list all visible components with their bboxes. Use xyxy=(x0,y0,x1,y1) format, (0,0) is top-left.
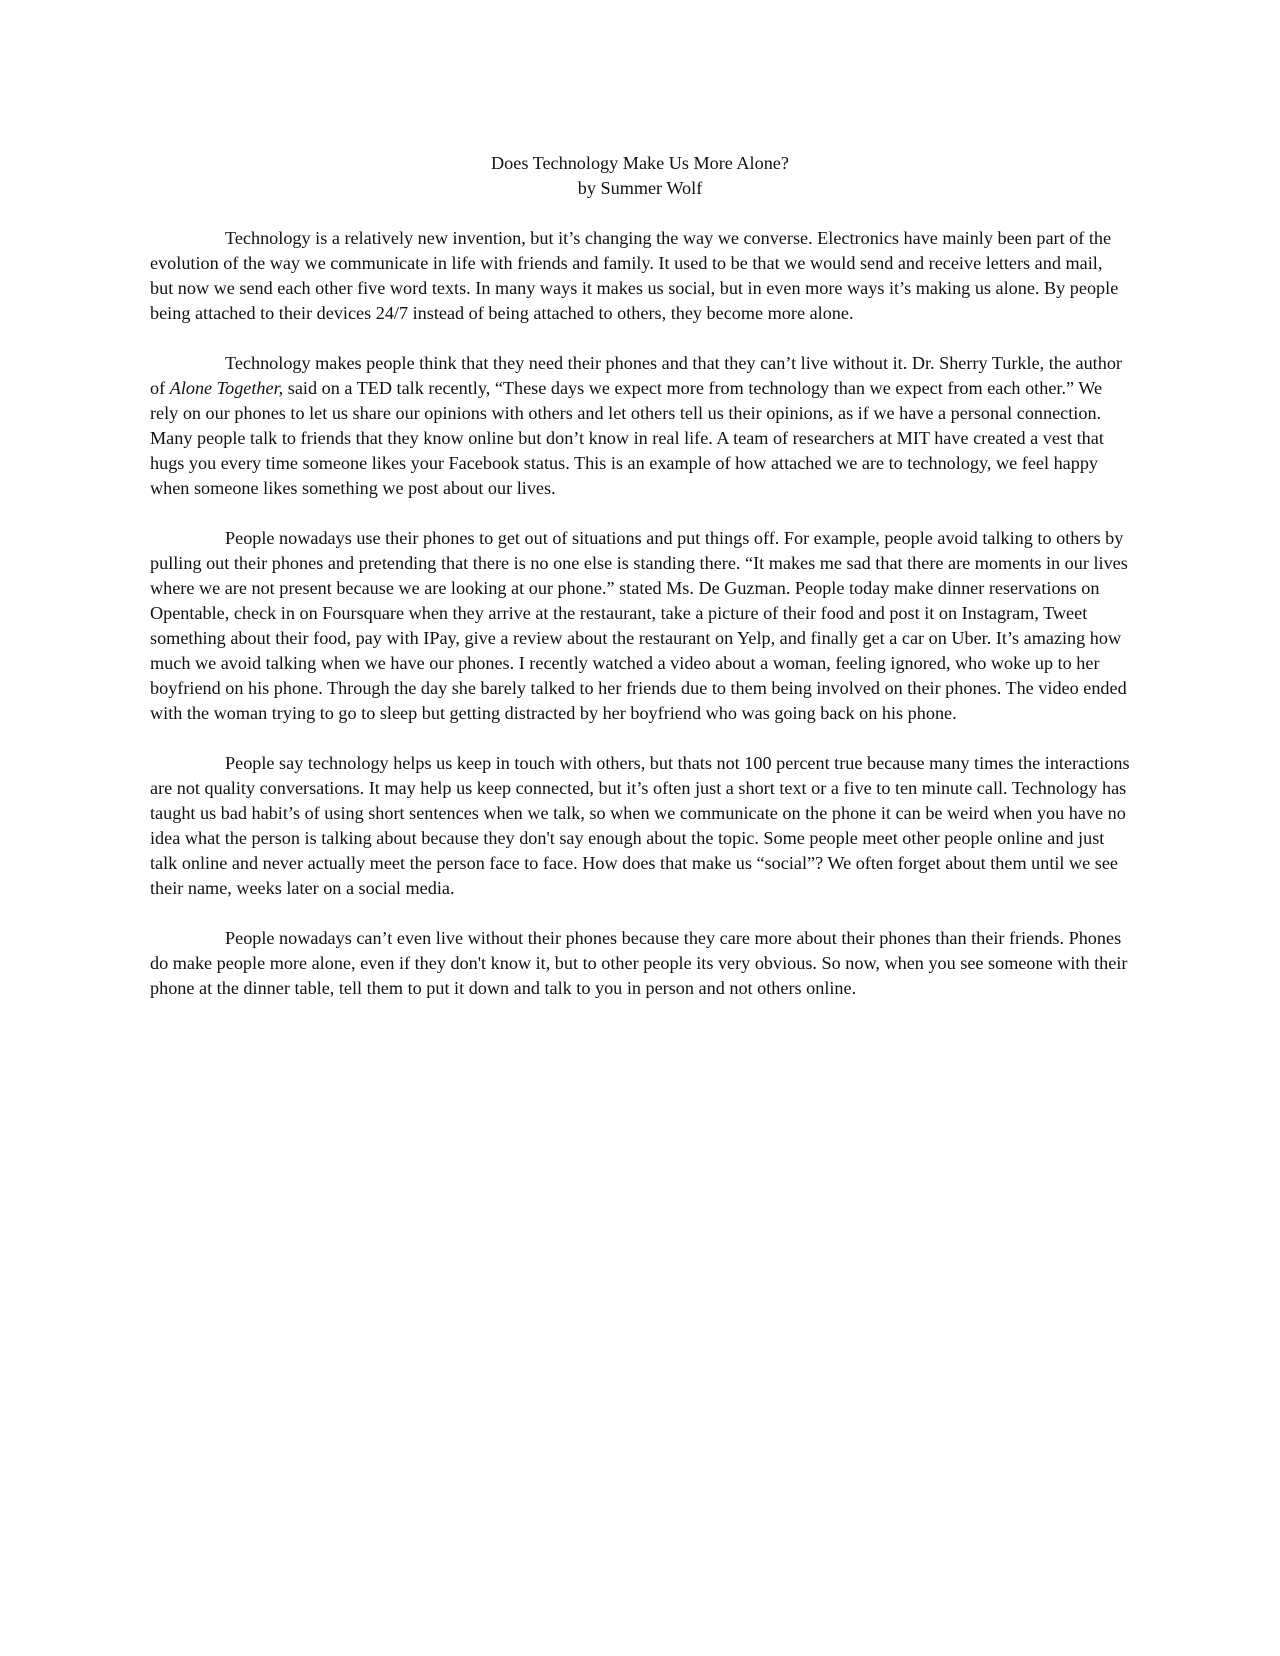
paragraph-3: People nowadays use their phones to get out of situations and put things off. For example, people avoid talking to others by pulling out their phones and pretending that there is no one else is standing there. “It makes me sad that there are moments in our lives where we are not present because we are looking at our phone.” stated Ms. De Guzman. People today make dinner reservations on Opentable, check in on Foursquare when they arrive at the restaurant, take a picture of their food and post it on Instagram, Tweet something about their food, pay with IPay, give a review about the restaurant on Yelp, and finally get a car on Uber. It’s amazing how much we avoid talking when we have our phones. I recently watched a video about a woman, feeling ignored, who woke up to her boyfriend on his phone. Through the day she barely talked to her friends due to them being involved on their phones. The video ended with the woman trying to go to sleep but getting distracted by her boyfriend who was going back on his phone. xyxy=(150,528,1128,723)
paragraph-2-rest: said on a TED talk recently, “These days we expect more from technology than we expect from each other.” We rely on our phones to let us share our opinions with others and let others tell us their opinions, as if we have a personal connection. Many people talk to friends that they know online but don’t know in real life. A team of researchers at MIT have created a vest that hugs you every time someone likes your Facebook status. This is an example of how attached we are to technology, we feel happy when someone likes something we post about our lives. xyxy=(150,378,1104,498)
paragraph-1: Technology is a relatively new invention, but it’s changing the way we converse. Electronics have mainly been part of the evolution of the way we communicate in life with friends and family. It used to be that we would send and receive letters and mail, but now we send each other five word texts. In many ways it makes us social, but in even more ways it’s making us alone. By people being attached to their devices 24/7 instead of being attached to others, they become more alone. xyxy=(150,228,1119,323)
book-title: Alone Together, xyxy=(169,378,284,398)
paragraph-2 xyxy=(150,351,1130,501)
document-byline: by Summer Wolf xyxy=(577,178,703,198)
paragraph-4: People say technology helps us keep in touch with others, but thats not 100 percent true because many times the interactions are not quality conversations. It may help us keep connected, but it’s often just a short text or a five to ten minute call. Technology has taught us bad habit’s of using short sentences when we talk, so when we communicate on the phone it can be weird when you have no idea what the person is talking about because they don't say enough about the topic. Some people meet other people online and just talk online and never actually meet the person face to face. How does that make us “social”? We often forget about them until we see their name, weeks later on a social media. xyxy=(150,753,1130,898)
document-title: Does Technology Make Us More Alone? xyxy=(491,153,789,173)
document-body xyxy=(150,151,1130,1026)
document-header xyxy=(150,151,1130,201)
paragraph-5: People nowadays can’t even live without their phones because they care more about their phones than their friends. Phones do make people more alone, even if they don't know it, but to other people its very obvious. So now, when you see someone with their phone at the dinner table, tell them to put it down and talk to you in person and not others online. xyxy=(150,928,1128,998)
paragraph-2-intro: Technology makes people think that they need their phones and that they can’t live without it. Dr. Sherry Turkle, the author of xyxy=(150,353,1122,398)
